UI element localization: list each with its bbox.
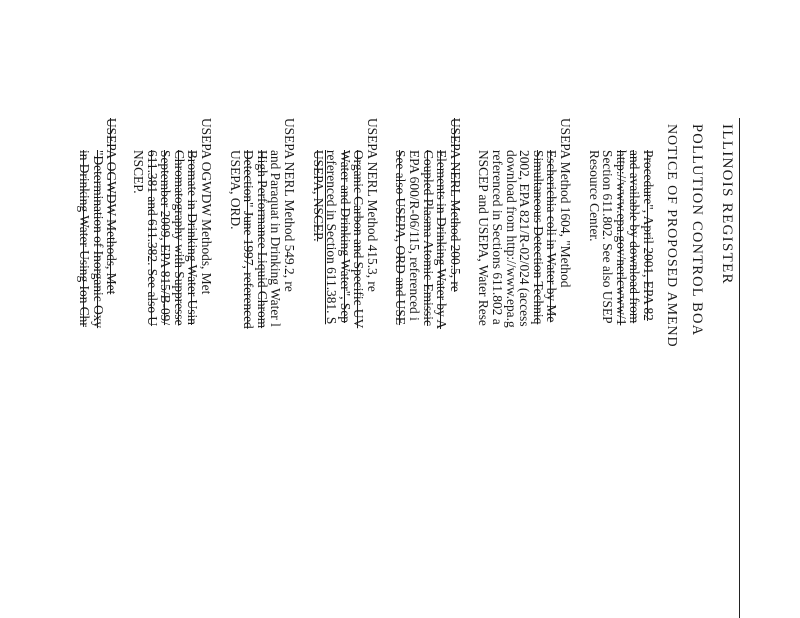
text-line: Procedure", April 2001, EPA 82: [641, 150, 656, 321]
text-line: See also USEPA, ORD and USE: [393, 150, 409, 326]
text-line: September 2009, EPA 815/B-09/: [158, 150, 174, 326]
text-line: Chromatography with Suppresse: [171, 150, 187, 326]
text-line: Simultaneous Detection Techniq: [530, 150, 546, 325]
text-line: Section 611.802. See also USEP: [600, 150, 616, 324]
text-line: and available by download from: [627, 150, 643, 324]
text-line: NSCEP and USEPA, Water Rese: [476, 150, 492, 326]
text-line: in Drinking Water Using Ion Chr: [77, 150, 93, 327]
text-line: "Determination of Inorganic Oxy: [90, 150, 106, 329]
text-line: 611.381 and 611.382. See also U: [144, 150, 160, 327]
text-line: NSCEP.: [131, 150, 146, 194]
text-line: Water and Drinking Water", Sep: [337, 150, 353, 323]
notice-heading: NOTICE OF PROPOSED AMEND: [664, 124, 679, 348]
text-line: USEPA OGWDW Methods, Met: [198, 118, 214, 295]
text-line: and Paraquat in Drinking Water l: [268, 150, 284, 327]
paragraph-7: [78, 118, 119, 618]
register-title: ILLINOIS REGISTER: [719, 124, 735, 285]
text-line: USEPA NERL Method 549.2, re: [281, 118, 297, 292]
text-line: USEPA Method 1604, "Method: [558, 118, 574, 288]
text-line: http://www.epa.gov/nerlcwww/1: [613, 150, 629, 326]
paragraph-3: [394, 118, 462, 618]
rotated-page-content: [78, 118, 740, 618]
text-line: download from http://www.epa.g: [503, 150, 519, 328]
text-line: Elements in Drinking Water by A: [434, 150, 450, 330]
text-line: USEPA, NSCEP.: [310, 150, 326, 242]
text-line: Escherichia coli in Water by Me: [544, 150, 560, 323]
paragraph-1: [587, 118, 655, 618]
paragraph-6: [131, 118, 213, 618]
text-line: Organic Carbon and Specific UV: [351, 150, 367, 329]
text-line: Coupled Plasma Atomic Emissic: [420, 150, 436, 326]
board-name: POLLUTION CONTROL BOA: [689, 124, 705, 337]
paragraph-4: [311, 118, 379, 618]
header-rule: [739, 118, 740, 618]
paragraph-2: [477, 118, 572, 618]
text-line: High Performance Liquid Chrom: [254, 150, 270, 329]
text-line: EPA 600/R-06/115, referenced i: [407, 150, 423, 321]
paragraph-5: [228, 118, 296, 618]
text-line: USEPA NERL Method 200.5, re: [447, 118, 463, 292]
text-line: USEPA, ORD.: [227, 150, 243, 230]
text-line: USEPA OGWDW Methods, Met: [104, 118, 120, 295]
text-line: Detection" June 1997, referenced: [241, 150, 257, 329]
text-line: Bromate in Drinking Water Usin: [185, 150, 201, 325]
text-line: referenced in Section 611.381. S: [324, 150, 340, 325]
text-line: Resource Center.: [586, 150, 602, 242]
text-line: USEPA NERL Method 415.3, re: [364, 118, 380, 292]
text-line: 2002, EPA 821/R-02/024 (access: [517, 150, 533, 327]
text-line: referenced in Sections 611.802 a: [490, 150, 506, 325]
